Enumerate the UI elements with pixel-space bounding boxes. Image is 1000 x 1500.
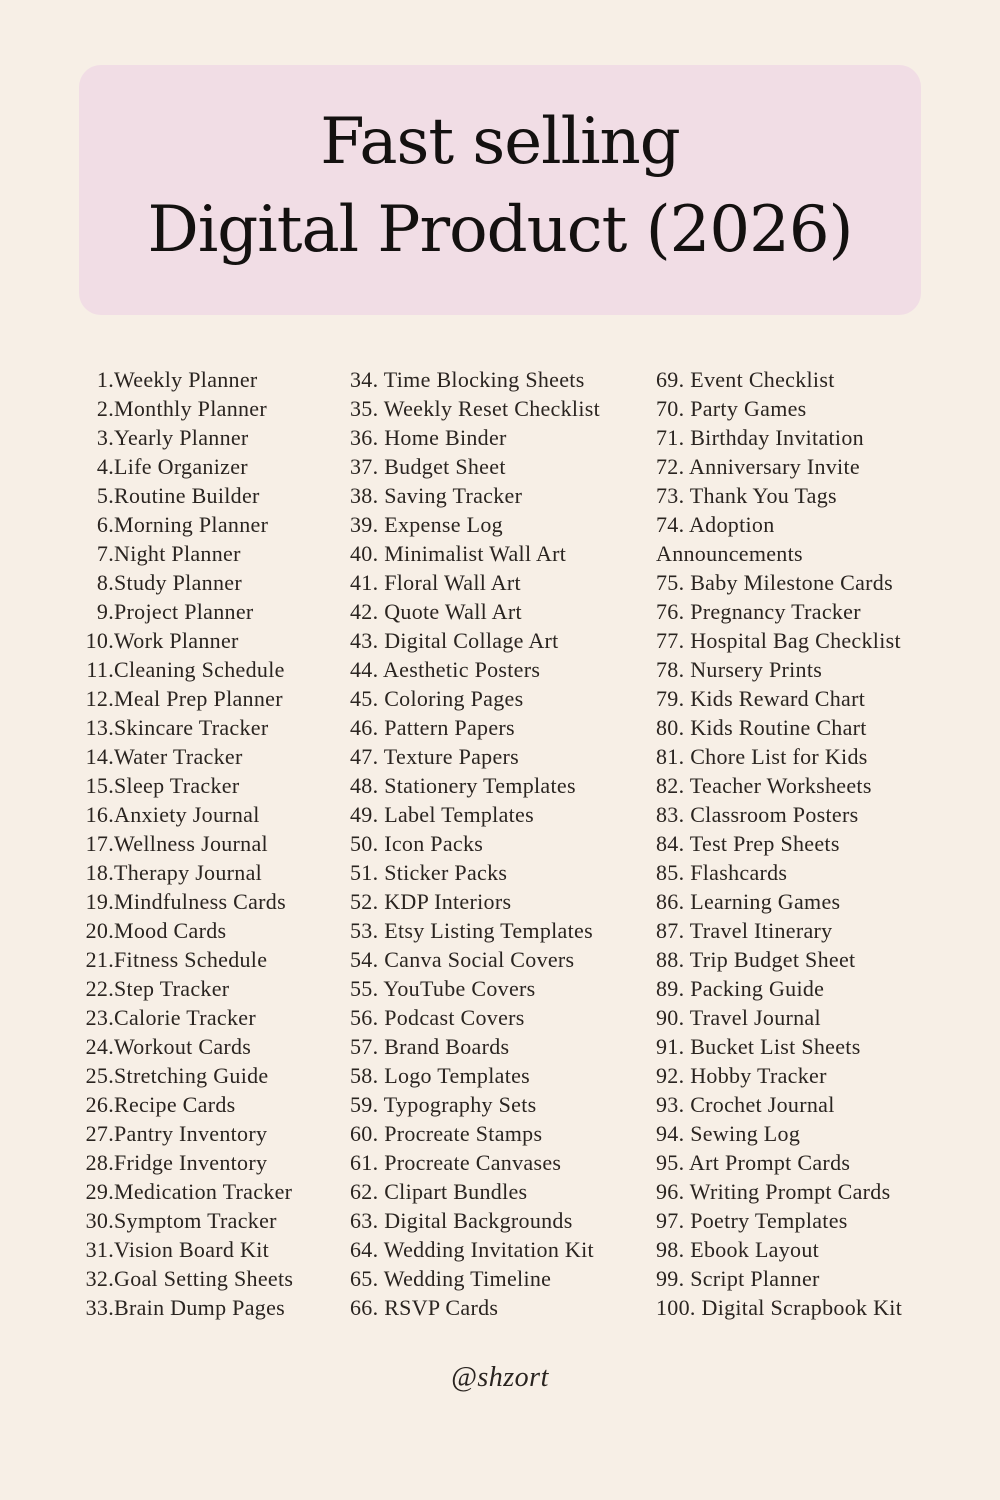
list-item-label: Morning Planner (114, 512, 269, 537)
list-item-label: Mood Cards (114, 918, 227, 943)
product-list-column-3 (656, 365, 956, 1322)
list-item (76, 1177, 338, 1206)
list-item (76, 597, 338, 626)
list-item-label: Meal Prep Planner (114, 686, 283, 711)
list-item-number: 33. (85, 1295, 114, 1320)
list-item (76, 481, 338, 510)
list-item (76, 365, 338, 394)
list-item-label: Sleep Tracker (114, 773, 240, 798)
list-item-label: Monthly Planner (114, 396, 267, 421)
list-item: 70. Party Games (656, 396, 807, 421)
list-item: 74. Adoption Announcements (656, 512, 803, 566)
list-item: 73. Thank You Tags (656, 483, 837, 508)
list-item (76, 742, 338, 771)
list-item: 72. Anniversary Invite (656, 454, 860, 479)
list-item: 38. Saving Tracker (350, 483, 523, 508)
list-item: 76. Pregnancy Tracker (656, 599, 861, 624)
list-item (76, 1061, 338, 1090)
list-item-label: Project Planner (114, 599, 254, 624)
list-item (76, 829, 338, 858)
list-item: 46. Pattern Papers (350, 715, 515, 740)
list-item: 95. Art Prompt Cards (656, 1150, 851, 1175)
list-item: 48. Stationery Templates (350, 773, 576, 798)
list-item-number: 22. (85, 976, 114, 1001)
list-item: 35. Weekly Reset Checklist (350, 396, 601, 421)
list-item: 47. Texture Papers (350, 744, 520, 769)
list-item-number: 27. (85, 1121, 114, 1146)
list-item (76, 1264, 338, 1293)
list-item: 80. Kids Routine Chart (656, 715, 867, 740)
list-item-number: 14. (85, 744, 114, 769)
list-item: 42. Quote Wall Art (350, 599, 522, 624)
list-item (76, 800, 338, 829)
list-item: 44. Aesthetic Posters (350, 657, 541, 682)
list-item: 53. Etsy Listing Templates (350, 918, 593, 943)
list-item: 96. Writing Prompt Cards (656, 1179, 891, 1204)
list-item: 69. Event Checklist (656, 367, 835, 392)
list-item-label: Step Tracker (114, 976, 230, 1001)
list-item: 88. Trip Budget Sheet (656, 947, 856, 972)
list-item: 55. YouTube Covers (350, 976, 536, 1001)
list-item: 90. Travel Journal (656, 1005, 821, 1030)
list-item: 61. Procreate Canvases (350, 1150, 562, 1175)
list-item-number: 18. (85, 860, 114, 885)
list-item-label: Water Tracker (114, 744, 243, 769)
list-item: 92. Hobby Tracker (656, 1063, 827, 1088)
list-item-label: Brain Dump Pages (114, 1295, 286, 1320)
list-item-number: 7. (96, 541, 114, 566)
list-item (76, 1003, 338, 1032)
list-item-label: Recipe Cards (114, 1092, 236, 1117)
list-item: 37. Budget Sheet (350, 454, 506, 479)
list-item-label: Therapy Journal (114, 860, 263, 885)
list-item: 99. Script Planner (656, 1266, 820, 1291)
list-item (76, 510, 338, 539)
list-item: 85. Flashcards (656, 860, 788, 885)
list-item-number: 6. (96, 512, 114, 537)
list-item-label: Goal Setting Sheets (114, 1266, 294, 1291)
list-item: 89. Packing Guide (656, 976, 825, 1001)
list-item: 34. Time Blocking Sheets (350, 367, 585, 392)
list-item-label: Stretching Guide (114, 1063, 269, 1088)
list-item: 52. KDP Interiors (350, 889, 512, 914)
list-item-number: 17. (85, 831, 114, 856)
list-item-number: 12. (85, 686, 114, 711)
list-item (76, 887, 338, 916)
list-item: 54. Canva Social Covers (350, 947, 575, 972)
list-item-label: Medication Tracker (114, 1179, 293, 1204)
list-item: 59. Typography Sets (350, 1092, 537, 1117)
list-item: 63. Digital Backgrounds (350, 1208, 573, 1233)
list-item: 56. Podcast Covers (350, 1005, 525, 1030)
list-item: 98. Ebook Layout (656, 1237, 820, 1262)
title-line-2: Digital Product (2026) (147, 193, 853, 267)
list-item (76, 771, 338, 800)
list-item: 39. Expense Log (350, 512, 503, 537)
title-card (79, 65, 921, 315)
list-item: 57. Brand Boards (350, 1034, 510, 1059)
list-item-number: 29. (85, 1179, 114, 1204)
list-item-number: 30. (85, 1208, 114, 1233)
list-item (76, 916, 338, 945)
list-item-number: 4. (96, 454, 114, 479)
product-list-column-1 (76, 365, 338, 1322)
list-item-number: 23. (85, 1005, 114, 1030)
list-item-label: Pantry Inventory (114, 1121, 268, 1146)
list-item: 50. Icon Packs (350, 831, 484, 856)
list-item (76, 1293, 338, 1322)
list-item-label: Skincare Tracker (114, 715, 269, 740)
title-line-1: Fast selling (320, 105, 680, 179)
list-item-number: 28. (85, 1150, 114, 1175)
list-item: 41. Floral Wall Art (350, 570, 521, 595)
list-item: 83. Classroom Posters (656, 802, 859, 827)
list-item: 75. Baby Milestone Cards (656, 570, 893, 595)
list-item-number: 10. (85, 628, 114, 653)
list-item: 49. Label Templates (350, 802, 534, 827)
list-item (76, 655, 338, 684)
list-item-number: 32. (85, 1266, 114, 1291)
list-item (76, 394, 338, 423)
list-item (76, 626, 338, 655)
list-item-label: Workout Cards (114, 1034, 252, 1059)
list-item-label: Fridge Inventory (114, 1150, 268, 1175)
list-item-label: Night Planner (114, 541, 241, 566)
list-item (76, 1032, 338, 1061)
list-item-number: 1. (96, 367, 114, 392)
list-item-number: 19. (85, 889, 114, 914)
list-item: 45. Coloring Pages (350, 686, 524, 711)
list-item-number: 26. (85, 1092, 114, 1117)
list-item (76, 945, 338, 974)
list-item: 40. Minimalist Wall Art (350, 541, 567, 566)
list-item: 100. Digital Scrapbook Kit (656, 1295, 903, 1320)
list-item-label: Symptom Tracker (114, 1208, 277, 1233)
footer-handle: @shzort (451, 1362, 549, 1393)
list-item: 84. Test Prep Sheets (656, 831, 840, 856)
list-item-number: 11. (86, 657, 114, 682)
list-item-number: 15. (85, 773, 114, 798)
list-item-number: 21. (85, 947, 114, 972)
list-item: 65. Wedding Timeline (350, 1266, 552, 1291)
list-item: 62. Clipart Bundles (350, 1179, 528, 1204)
list-item (76, 1235, 338, 1264)
list-item: 91. Bucket List Sheets (656, 1034, 861, 1059)
list-item: 78. Nursery Prints (656, 657, 823, 682)
product-list-column-2 (350, 365, 646, 1322)
list-item (76, 858, 338, 887)
list-item: 43. Digital Collage Art (350, 628, 559, 653)
list-item-label: Work Planner (114, 628, 239, 653)
list-item (76, 974, 338, 1003)
list-item: 36. Home Binder (350, 425, 507, 450)
list-item (76, 1148, 338, 1177)
list-item: 86. Learning Games (656, 889, 841, 914)
list-item: 82. Teacher Worksheets (656, 773, 872, 798)
list-item: 94. Sewing Log (656, 1121, 801, 1146)
list-item: 81. Chore List for Kids (656, 744, 868, 769)
list-item: 60. Procreate Stamps (350, 1121, 543, 1146)
list-item-number: 24. (85, 1034, 114, 1059)
list-item (76, 568, 338, 597)
list-item (76, 1119, 338, 1148)
list-item-number: 5. (96, 483, 114, 508)
list-item-label: Anxiety Journal (114, 802, 260, 827)
list-item-number: 3. (96, 425, 114, 450)
list-item-number: 20. (85, 918, 114, 943)
list-item (76, 684, 338, 713)
list-item: 93. Crochet Journal (656, 1092, 835, 1117)
list-item-number: 31. (85, 1237, 114, 1262)
list-item-number: 8. (96, 570, 114, 595)
list-item: 51. Sticker Packs (350, 860, 508, 885)
list-item: 79. Kids Reward Chart (656, 686, 866, 711)
list-item: 66. RSVP Cards (350, 1295, 499, 1320)
list-item-label: Mindfulness Cards (114, 889, 286, 914)
list-item (76, 1206, 338, 1235)
list-item-number: 2. (96, 396, 114, 421)
list-item-label: Life Organizer (114, 454, 248, 479)
list-item-label: Routine Builder (114, 483, 260, 508)
list-item-label: Weekly Planner (114, 367, 258, 392)
list-item-number: 9. (96, 599, 114, 624)
list-item (76, 423, 338, 452)
list-item-label: Calorie Tracker (114, 1005, 256, 1030)
list-item: 71. Birthday Invitation (656, 425, 864, 450)
list-item (76, 452, 338, 481)
list-item-number: 16. (85, 802, 114, 827)
list-item-number: 13. (85, 715, 114, 740)
list-item: 97. Poetry Templates (656, 1208, 848, 1233)
list-item-label: Wellness Journal (114, 831, 268, 856)
list-item-label: Study Planner (114, 570, 242, 595)
list-item-label: Vision Board Kit (114, 1237, 270, 1262)
list-item (76, 1090, 338, 1119)
list-item (76, 539, 338, 568)
list-item: 77. Hospital Bag Checklist (656, 628, 901, 653)
list-item: 87. Travel Itinerary (656, 918, 833, 943)
list-item (76, 713, 338, 742)
list-item: 64. Wedding Invitation Kit (350, 1237, 594, 1262)
list-item-label: Fitness Schedule (114, 947, 268, 972)
list-item-label: Cleaning Schedule (114, 657, 285, 682)
list-item-label: Yearly Planner (114, 425, 249, 450)
list-item: 58. Logo Templates (350, 1063, 531, 1088)
list-item-number: 25. (85, 1063, 114, 1088)
